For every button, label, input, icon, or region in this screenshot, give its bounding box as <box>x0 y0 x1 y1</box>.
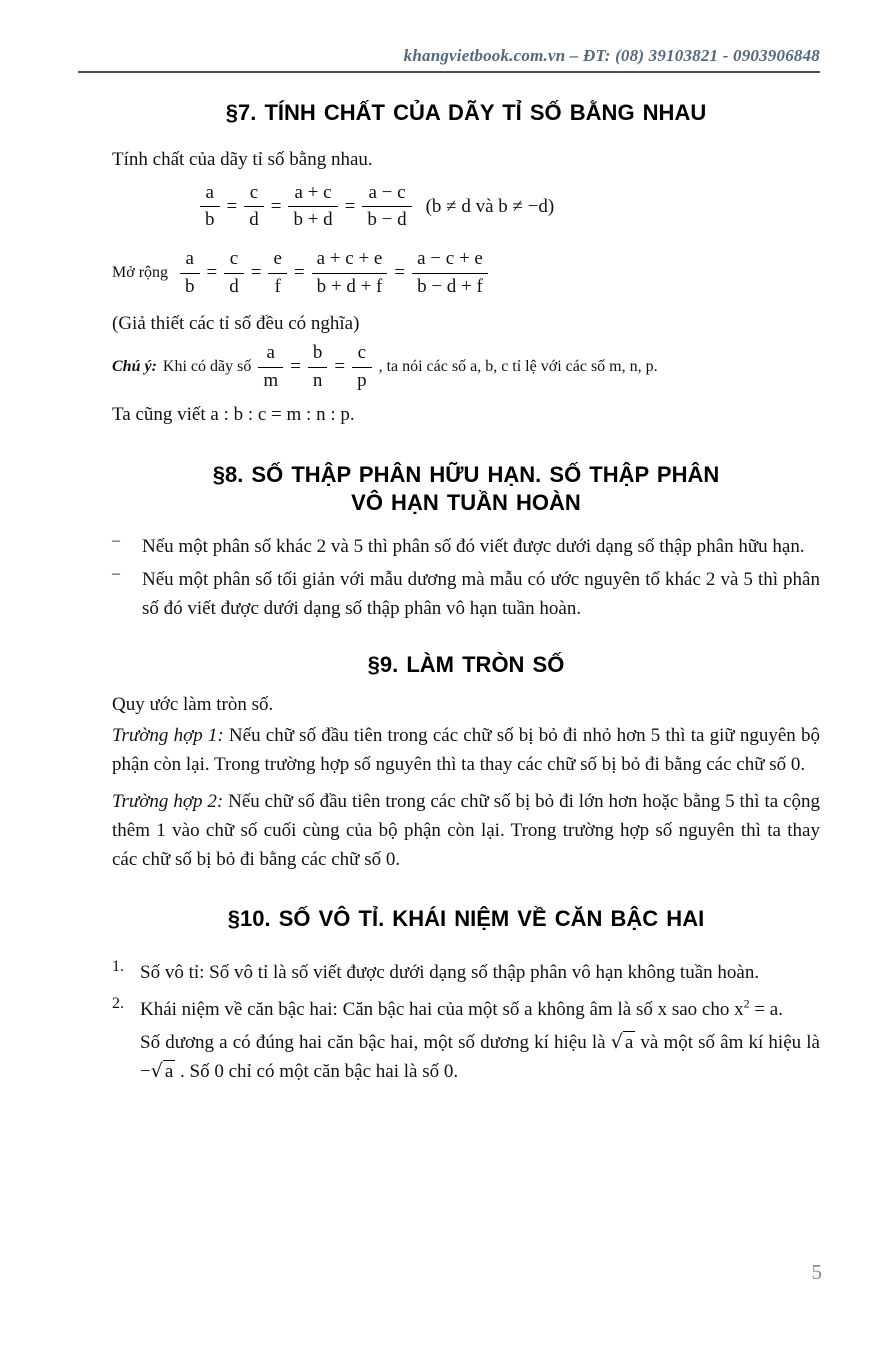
dash-bullet: – <box>112 532 120 550</box>
section10-title: §10. SỐ VÔ TỈ. KHÁI NIỆM VỀ CĂN BẬC HAI <box>227 905 705 931</box>
section9-intro: Quy ước làm tròn số. <box>112 694 274 716</box>
page-header <box>112 46 820 73</box>
definition-text: Khái niệm về căn bậc hai: Căn bậc hai của một số a không âm là số x sao cho x <box>140 999 744 1021</box>
case1-text: Nếu chữ số đầu tiên trong các chữ số bị bỏ đi nhỏ hơn 5 thì ta giữ nguyên bộ phận còn lại. Trong trường hợp số nguyên thì ta thay các chữ số bị bỏ đi bằng các chữ số 0. <box>112 725 820 776</box>
rounding-case-1 <box>112 721 820 779</box>
operator: = <box>226 195 238 217</box>
operator: = <box>344 195 356 217</box>
properties-text-3: . Số 0 chỉ có một căn bậc hai là số 0. <box>175 1061 459 1083</box>
numerator: c <box>357 341 367 363</box>
operator: = <box>270 195 282 217</box>
section8-list <box>112 532 820 622</box>
section8-title <box>112 461 820 516</box>
denominator: m <box>258 367 283 393</box>
radical-icon: √ <box>150 1060 163 1083</box>
fraction <box>308 342 328 393</box>
section7-intro: Tính chất của dãy tỉ số bằng nhau. <box>112 148 373 170</box>
numerator: a <box>185 248 194 270</box>
exponent-2: 2 <box>743 996 750 1011</box>
square-root-properties <box>140 1028 820 1086</box>
fraction <box>288 182 337 233</box>
denominator: n <box>308 367 328 393</box>
section7-title: §7. TÍNH CHẤT CỦA DÃY TỈ SỐ BẰNG NHAU <box>225 100 707 125</box>
operator: = <box>394 262 406 284</box>
item-number: 2. <box>112 995 124 1013</box>
numerator: a <box>266 341 275 363</box>
numerator: b <box>312 341 323 363</box>
formula-ratio-chain <box>200 182 820 233</box>
case2-label: Trường hợp 2: <box>112 791 224 813</box>
definition-text-end: = a. <box>749 999 783 1021</box>
fraction <box>268 248 286 299</box>
denominator: b + d <box>288 206 337 232</box>
numerator: e <box>273 248 282 270</box>
chu-y-pre-text: Khi có dãy số <box>162 358 252 376</box>
fraction <box>352 342 372 393</box>
item-body <box>140 995 820 1086</box>
fraction <box>180 248 200 299</box>
list-item-text: Nếu một phân số khác 2 và 5 thì phân số đó viết được dưới dạng số thập phân hữu hạn. <box>142 536 805 558</box>
publisher-contact-line: khangvietbook.com.vn – ĐT: (08) 39103821 - 0903906848 <box>403 46 820 65</box>
note-chu-y-line <box>112 342 820 393</box>
fraction <box>362 182 411 233</box>
list-item <box>112 565 820 623</box>
header-divider <box>78 71 820 73</box>
radical-icon: √ <box>610 1031 623 1054</box>
denominator: f <box>268 273 286 299</box>
section8-title-line1: §8. SỐ THẬP PHÂN HỮU HẠN. SỐ THẬP PHÂN <box>212 462 720 488</box>
formula-extended-row <box>112 248 820 299</box>
expand-label: Mở rộng <box>112 264 169 282</box>
ratio-notation-line: Ta cũng viết a : b : c = m : n : p. <box>112 404 355 426</box>
denominator: d <box>244 206 264 232</box>
numerator: c <box>229 248 239 270</box>
rounding-case-2 <box>112 787 820 874</box>
case2-text: Nếu chữ số đầu tiên trong các chữ số bị bỏ đi lớn hơn hoặc bằng 5 thì ta cộng thêm 1 vào chữ số cuối cùng của bộ phận còn lại. Trong trường hợp số nguyên thì ta thay các chữ số bị bỏ đi bằng các chữ số 0. <box>112 791 820 871</box>
operator: = <box>334 356 346 378</box>
radicand: a <box>624 1032 634 1054</box>
formula-condition: (b ≠ d và b ≠ −d) <box>425 195 555 217</box>
minus-sign: − <box>140 1061 151 1083</box>
chu-y-label: Chú ý: <box>112 358 157 376</box>
properties-text-2: và một số âm kí hiệu là <box>635 1032 820 1054</box>
fraction <box>412 248 488 299</box>
denominator: b − d + f <box>412 273 488 299</box>
list-item <box>112 995 820 1086</box>
fraction <box>200 182 220 233</box>
list-item <box>112 958 820 987</box>
denominator: p <box>352 367 372 393</box>
numerator: a − c <box>368 181 406 203</box>
denominator: b <box>200 206 220 232</box>
section9-title: §9. LÀM TRÒN SỐ <box>367 651 565 677</box>
list-item <box>112 532 820 561</box>
denominator: d <box>224 273 244 299</box>
sqrt-a-negative <box>151 1061 176 1082</box>
section10-list <box>112 958 820 1086</box>
sqrt-a-positive <box>611 1032 636 1053</box>
list-item-text: Nếu một phân số tối giản với mẫu dương mà mẫu có ước nguyên tố khác 2 và 5 thì phân số đó viết được dưới dạng số thập phân vô hạn tuần hoàn. <box>142 568 820 619</box>
numerator: a + c <box>294 181 332 203</box>
section8-title-line2: VÔ HẠN TUẦN HOÀN <box>351 489 581 515</box>
fraction <box>312 248 388 299</box>
properties-text-1: Số dương a có đúng hai căn bậc hai, một số dương kí hiệu là <box>140 1032 611 1054</box>
fraction <box>224 248 244 299</box>
numerator: c <box>249 181 259 203</box>
operator: = <box>290 356 301 378</box>
operator: = <box>206 262 218 284</box>
denominator: b + d + f <box>312 273 388 299</box>
numerator: a + c + e <box>316 248 383 270</box>
denominator: b <box>180 273 200 299</box>
formula-ratio-extended <box>180 248 488 299</box>
item-number: 1. <box>112 958 124 976</box>
numerator: a <box>205 181 214 203</box>
case1-label: Trường hợp 1: <box>112 725 224 747</box>
operator: = <box>293 262 305 284</box>
item-body: Số vô tỉ: Số vô tỉ là số viết được dưới dạng số thập phân vô hạn không tuần hoàn. <box>140 962 760 984</box>
chu-y-post-text: , ta nói các số a, b, c tỉ lệ với các số m, n, p. <box>378 358 658 376</box>
page-number: 5 <box>811 1260 822 1284</box>
denominator: b − d <box>362 206 411 232</box>
square-root-definition <box>140 995 820 1024</box>
assumption-note: (Giả thiết các tỉ số đều có nghĩa) <box>112 312 360 334</box>
formula-ratio-note <box>258 342 371 393</box>
dash-bullet: – <box>112 564 120 582</box>
fraction <box>244 182 264 233</box>
radicand: a <box>164 1061 174 1083</box>
operator: = <box>250 262 262 284</box>
fraction <box>258 342 283 393</box>
numerator: a − c + e <box>417 248 483 270</box>
